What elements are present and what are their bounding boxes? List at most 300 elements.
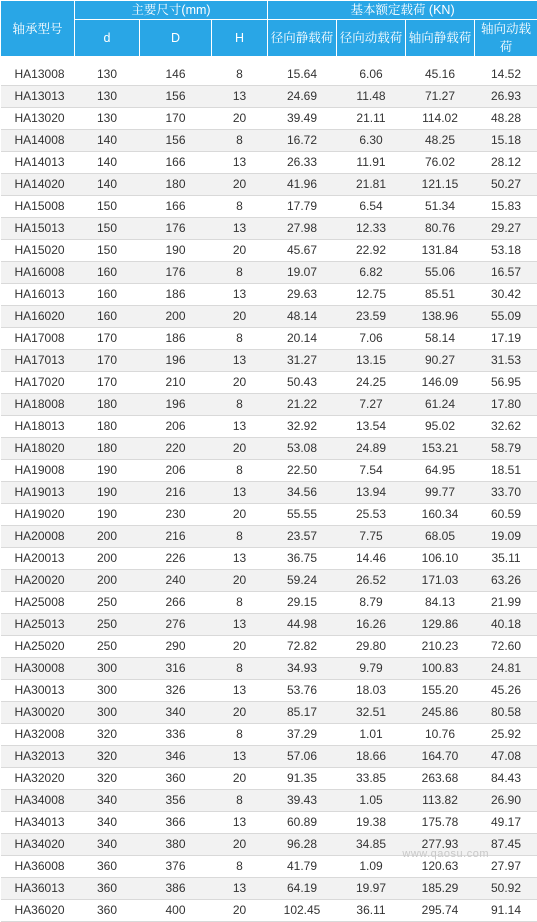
cell-D: 226 — [140, 548, 212, 570]
cell-axial-static: 153.21 — [406, 438, 475, 460]
table-row — [1, 218, 537, 240]
cell-D: 380 — [140, 834, 212, 856]
cell-model: HA19013 — [1, 482, 75, 504]
cell-D: 360 — [140, 768, 212, 790]
cell-H: 20 — [212, 306, 268, 328]
table-row — [1, 878, 537, 900]
cell-radial-static: 24.69 — [268, 86, 337, 108]
cell-H: 20 — [212, 900, 268, 922]
cell-axial-dynamic: 72.60 — [475, 636, 537, 658]
cell-model: HA18008 — [1, 394, 75, 416]
table-row — [1, 262, 537, 284]
cell-d: 190 — [75, 460, 140, 482]
cell-axial-dynamic: 29.27 — [475, 218, 537, 240]
cell-d: 320 — [75, 746, 140, 768]
cell-radial-static: 102.45 — [268, 900, 337, 922]
cell-radial-static: 44.98 — [268, 614, 337, 636]
cell-model: HA20013 — [1, 548, 75, 570]
cell-d: 140 — [75, 130, 140, 152]
cell-d: 180 — [75, 394, 140, 416]
cell-d: 190 — [75, 482, 140, 504]
cell-axial-dynamic: 56.95 — [475, 372, 537, 394]
cell-H: 13 — [212, 878, 268, 900]
cell-model: HA25008 — [1, 592, 75, 614]
cell-radial-static: 60.89 — [268, 812, 337, 834]
cell-d: 360 — [75, 900, 140, 922]
cell-radial-dynamic: 36.11 — [337, 900, 406, 922]
cell-D: 276 — [140, 614, 212, 636]
cell-H: 8 — [212, 130, 268, 152]
cell-radial-static: 85.17 — [268, 702, 337, 724]
table-row — [1, 526, 537, 548]
cell-H: 20 — [212, 834, 268, 856]
cell-H: 13 — [212, 812, 268, 834]
cell-axial-static: 245.86 — [406, 702, 475, 724]
cell-axial-static: 61.24 — [406, 394, 475, 416]
cell-axial-dynamic: 19.09 — [475, 526, 537, 548]
table-row — [1, 570, 537, 592]
cell-axial-dynamic: 80.58 — [475, 702, 537, 724]
cell-d: 320 — [75, 724, 140, 746]
table-row — [1, 900, 537, 922]
cell-D: 156 — [140, 86, 212, 108]
cell-model: HA32013 — [1, 746, 75, 768]
cell-radial-dynamic: 22.92 — [337, 240, 406, 262]
cell-radial-static: 22.50 — [268, 460, 337, 482]
cell-d: 130 — [75, 64, 140, 86]
cell-H: 8 — [212, 526, 268, 548]
cell-d: 250 — [75, 636, 140, 658]
table-row — [1, 746, 537, 768]
cell-D: 346 — [140, 746, 212, 768]
cell-d: 190 — [75, 504, 140, 526]
cell-radial-static: 36.75 — [268, 548, 337, 570]
cell-d: 140 — [75, 152, 140, 174]
cell-D: 170 — [140, 108, 212, 130]
header-D: D — [140, 20, 212, 57]
table-row — [1, 328, 537, 350]
cell-H: 8 — [212, 196, 268, 218]
cell-radial-static: 41.96 — [268, 174, 337, 196]
cell-H: 8 — [212, 460, 268, 482]
cell-axial-static: 90.27 — [406, 350, 475, 372]
cell-H: 20 — [212, 372, 268, 394]
cell-radial-dynamic: 19.97 — [337, 878, 406, 900]
cell-d: 300 — [75, 680, 140, 702]
cell-d: 130 — [75, 86, 140, 108]
cell-axial-dynamic: 25.92 — [475, 724, 537, 746]
table-row — [1, 702, 537, 724]
cell-H: 20 — [212, 570, 268, 592]
cell-radial-static: 29.15 — [268, 592, 337, 614]
cell-model: HA32020 — [1, 768, 75, 790]
cell-axial-static: 120.63 — [406, 856, 475, 878]
cell-radial-static: 64.19 — [268, 878, 337, 900]
table-row — [1, 482, 537, 504]
cell-axial-static: 48.25 — [406, 130, 475, 152]
cell-D: 266 — [140, 592, 212, 614]
cell-model: HA36008 — [1, 856, 75, 878]
table-row — [1, 504, 537, 526]
cell-d: 340 — [75, 812, 140, 834]
cell-axial-dynamic: 17.19 — [475, 328, 537, 350]
cell-axial-static: 146.09 — [406, 372, 475, 394]
cell-H: 20 — [212, 636, 268, 658]
cell-radial-static: 72.82 — [268, 636, 337, 658]
cell-radial-dynamic: 24.89 — [337, 438, 406, 460]
cell-model: HA14008 — [1, 130, 75, 152]
table-row — [1, 680, 537, 702]
cell-H: 13 — [212, 86, 268, 108]
cell-d: 160 — [75, 284, 140, 306]
cell-radial-static: 31.27 — [268, 350, 337, 372]
cell-axial-dynamic: 87.45 — [475, 834, 537, 856]
cell-axial-dynamic: 40.18 — [475, 614, 537, 636]
cell-axial-dynamic: 58.79 — [475, 438, 537, 460]
cell-H: 13 — [212, 482, 268, 504]
cell-axial-dynamic: 21.99 — [475, 592, 537, 614]
cell-axial-dynamic: 84.43 — [475, 768, 537, 790]
cell-H: 20 — [212, 240, 268, 262]
cell-radial-dynamic: 32.51 — [337, 702, 406, 724]
cell-model: HA17020 — [1, 372, 75, 394]
cell-D: 336 — [140, 724, 212, 746]
cell-D: 210 — [140, 372, 212, 394]
cell-radial-dynamic: 11.48 — [337, 86, 406, 108]
cell-axial-dynamic: 15.18 — [475, 130, 537, 152]
cell-model: HA16013 — [1, 284, 75, 306]
cell-radial-dynamic: 11.91 — [337, 152, 406, 174]
cell-radial-dynamic: 25.53 — [337, 504, 406, 526]
cell-axial-static: 10.76 — [406, 724, 475, 746]
cell-H: 13 — [212, 614, 268, 636]
cell-D: 240 — [140, 570, 212, 592]
cell-axial-dynamic: 26.93 — [475, 86, 537, 108]
cell-model: HA15020 — [1, 240, 75, 262]
cell-model: HA25013 — [1, 614, 75, 636]
cell-model: HA16008 — [1, 262, 75, 284]
cell-D: 290 — [140, 636, 212, 658]
cell-axial-dynamic: 14.52 — [475, 64, 537, 86]
cell-radial-dynamic: 24.25 — [337, 372, 406, 394]
header-axial-static: 轴向静载荷 — [406, 20, 475, 57]
cell-d: 250 — [75, 592, 140, 614]
cell-H: 13 — [212, 416, 268, 438]
cell-axial-static: 58.14 — [406, 328, 475, 350]
cell-D: 196 — [140, 350, 212, 372]
cell-axial-dynamic: 18.51 — [475, 460, 537, 482]
cell-D: 200 — [140, 306, 212, 328]
cell-D: 400 — [140, 900, 212, 922]
cell-radial-static: 37.29 — [268, 724, 337, 746]
cell-radial-static: 34.93 — [268, 658, 337, 680]
cell-d: 170 — [75, 372, 140, 394]
cell-radial-dynamic: 1.09 — [337, 856, 406, 878]
cell-d: 150 — [75, 196, 140, 218]
cell-radial-static: 45.67 — [268, 240, 337, 262]
table-row — [1, 438, 537, 460]
cell-axial-static: 55.06 — [406, 262, 475, 284]
cell-radial-static: 17.79 — [268, 196, 337, 218]
cell-radial-dynamic: 14.46 — [337, 548, 406, 570]
cell-radial-dynamic: 8.79 — [337, 592, 406, 614]
cell-axial-dynamic: 30.42 — [475, 284, 537, 306]
cell-d: 160 — [75, 262, 140, 284]
cell-radial-static: 16.72 — [268, 130, 337, 152]
cell-axial-dynamic: 48.28 — [475, 108, 537, 130]
cell-D: 176 — [140, 218, 212, 240]
cell-D: 230 — [140, 504, 212, 526]
cell-d: 150 — [75, 240, 140, 262]
cell-model: HA30008 — [1, 658, 75, 680]
cell-radial-dynamic: 7.27 — [337, 394, 406, 416]
cell-axial-dynamic: 32.62 — [475, 416, 537, 438]
cell-d: 160 — [75, 306, 140, 328]
cell-D: 166 — [140, 152, 212, 174]
cell-axial-dynamic: 15.83 — [475, 196, 537, 218]
cell-radial-static: 20.14 — [268, 328, 337, 350]
cell-axial-static: 114.02 — [406, 108, 475, 130]
cell-H: 20 — [212, 174, 268, 196]
cell-radial-dynamic: 6.54 — [337, 196, 406, 218]
cell-radial-dynamic: 29.80 — [337, 636, 406, 658]
cell-d: 340 — [75, 790, 140, 812]
cell-model: HA13020 — [1, 108, 75, 130]
cell-H: 8 — [212, 328, 268, 350]
cell-axial-dynamic: 28.12 — [475, 152, 537, 174]
cell-model: HA34008 — [1, 790, 75, 812]
cell-D: 146 — [140, 64, 212, 86]
cell-axial-dynamic: 50.27 — [475, 174, 537, 196]
cell-d: 170 — [75, 328, 140, 350]
cell-model: HA17013 — [1, 350, 75, 372]
cell-radial-static: 32.92 — [268, 416, 337, 438]
cell-d: 320 — [75, 768, 140, 790]
table-row — [1, 240, 537, 262]
table-row — [1, 350, 537, 372]
cell-radial-static: 59.24 — [268, 570, 337, 592]
table-row — [1, 174, 537, 196]
cell-model: HA14020 — [1, 174, 75, 196]
table-row — [1, 548, 537, 570]
cell-H: 13 — [212, 218, 268, 240]
cell-radial-static: 41.79 — [268, 856, 337, 878]
table-row — [1, 284, 537, 306]
cell-d: 300 — [75, 702, 140, 724]
cell-radial-dynamic: 18.03 — [337, 680, 406, 702]
cell-axial-dynamic: 31.53 — [475, 350, 537, 372]
cell-model: HA36013 — [1, 878, 75, 900]
cell-d: 200 — [75, 548, 140, 570]
cell-model: HA13013 — [1, 86, 75, 108]
table-row — [1, 306, 537, 328]
cell-radial-static: 55.55 — [268, 504, 337, 526]
cell-axial-dynamic: 55.09 — [475, 306, 537, 328]
cell-axial-static: 155.20 — [406, 680, 475, 702]
cell-radial-static: 50.43 — [268, 372, 337, 394]
header-axial-dynamic: 轴向动载荷 — [475, 20, 537, 57]
header-load-group: 基本额定载荷 (KN) — [268, 1, 537, 20]
cell-H: 8 — [212, 592, 268, 614]
cell-H: 20 — [212, 768, 268, 790]
cell-H: 8 — [212, 724, 268, 746]
cell-D: 166 — [140, 196, 212, 218]
cell-radial-static: 39.49 — [268, 108, 337, 130]
cell-radial-static: 19.07 — [268, 262, 337, 284]
cell-H: 8 — [212, 262, 268, 284]
cell-radial-dynamic: 7.54 — [337, 460, 406, 482]
cell-axial-static: 45.16 — [406, 64, 475, 86]
cell-axial-static: 129.86 — [406, 614, 475, 636]
cell-d: 170 — [75, 350, 140, 372]
cell-axial-dynamic: 45.26 — [475, 680, 537, 702]
cell-d: 360 — [75, 878, 140, 900]
header-radial-static: 径向静载荷 — [268, 20, 337, 57]
cell-radial-static: 21.22 — [268, 394, 337, 416]
cell-axial-static: 85.51 — [406, 284, 475, 306]
cell-H: 8 — [212, 394, 268, 416]
cell-H: 13 — [212, 746, 268, 768]
cell-axial-static: 121.15 — [406, 174, 475, 196]
cell-D: 186 — [140, 328, 212, 350]
cell-model: HA16020 — [1, 306, 75, 328]
cell-radial-dynamic: 12.75 — [337, 284, 406, 306]
cell-axial-static: 131.84 — [406, 240, 475, 262]
cell-model: HA14013 — [1, 152, 75, 174]
cell-model: HA15013 — [1, 218, 75, 240]
cell-d: 130 — [75, 108, 140, 130]
cell-radial-dynamic: 7.06 — [337, 328, 406, 350]
cell-H: 20 — [212, 504, 268, 526]
cell-radial-static: 48.14 — [268, 306, 337, 328]
cell-radial-static: 91.35 — [268, 768, 337, 790]
cell-model: HA34013 — [1, 812, 75, 834]
cell-radial-static: 53.76 — [268, 680, 337, 702]
cell-H: 20 — [212, 108, 268, 130]
cell-axial-static: 185.29 — [406, 878, 475, 900]
header-model: 轴承型号 — [1, 1, 75, 57]
cell-axial-static: 277.93 — [406, 834, 475, 856]
cell-axial-dynamic: 63.26 — [475, 570, 537, 592]
cell-radial-dynamic: 16.26 — [337, 614, 406, 636]
cell-radial-dynamic: 23.59 — [337, 306, 406, 328]
cell-D: 386 — [140, 878, 212, 900]
cell-radial-static: 57.06 — [268, 746, 337, 768]
cell-model: HA25020 — [1, 636, 75, 658]
cell-axial-dynamic: 16.57 — [475, 262, 537, 284]
cell-model: HA18013 — [1, 416, 75, 438]
cell-radial-dynamic: 21.11 — [337, 108, 406, 130]
cell-radial-dynamic: 26.52 — [337, 570, 406, 592]
cell-model: HA19020 — [1, 504, 75, 526]
cell-D: 190 — [140, 240, 212, 262]
cell-radial-dynamic: 33.85 — [337, 768, 406, 790]
table-row — [1, 196, 537, 218]
cell-D: 216 — [140, 526, 212, 548]
cell-H: 13 — [212, 548, 268, 570]
cell-D: 186 — [140, 284, 212, 306]
cell-axial-static: 263.68 — [406, 768, 475, 790]
cell-radial-dynamic: 13.94 — [337, 482, 406, 504]
cell-axial-static: 71.27 — [406, 86, 475, 108]
cell-axial-dynamic: 53.18 — [475, 240, 537, 262]
cell-axial-static: 295.74 — [406, 900, 475, 922]
table-header — [1, 1, 537, 57]
cell-model: HA17008 — [1, 328, 75, 350]
header-radial-dynamic: 径向动载荷 — [337, 20, 406, 57]
table-row — [1, 768, 537, 790]
cell-radial-dynamic: 18.66 — [337, 746, 406, 768]
cell-radial-static: 26.33 — [268, 152, 337, 174]
table-row — [1, 86, 537, 108]
cell-radial-dynamic: 1.05 — [337, 790, 406, 812]
cell-radial-dynamic: 6.82 — [337, 262, 406, 284]
cell-D: 206 — [140, 460, 212, 482]
cell-H: 13 — [212, 152, 268, 174]
cell-D: 180 — [140, 174, 212, 196]
cell-model: HA13008 — [1, 64, 75, 86]
cell-axial-dynamic: 47.08 — [475, 746, 537, 768]
cell-d: 360 — [75, 856, 140, 878]
cell-H: 20 — [212, 702, 268, 724]
cell-axial-static: 64.95 — [406, 460, 475, 482]
cell-d: 150 — [75, 218, 140, 240]
cell-axial-dynamic: 60.59 — [475, 504, 537, 526]
table-row — [1, 130, 537, 152]
cell-radial-static: 96.28 — [268, 834, 337, 856]
cell-radial-dynamic: 6.30 — [337, 130, 406, 152]
header-d: d — [75, 20, 140, 57]
cell-radial-dynamic: 6.06 — [337, 64, 406, 86]
cell-axial-static: 80.76 — [406, 218, 475, 240]
cell-radial-dynamic: 7.75 — [337, 526, 406, 548]
cell-axial-static: 95.02 — [406, 416, 475, 438]
cell-radial-dynamic: 13.15 — [337, 350, 406, 372]
cell-H: 8 — [212, 790, 268, 812]
cell-H: 8 — [212, 856, 268, 878]
cell-axial-static: 160.34 — [406, 504, 475, 526]
cell-radial-dynamic: 12.33 — [337, 218, 406, 240]
cell-d: 140 — [75, 174, 140, 196]
cell-H: 13 — [212, 350, 268, 372]
cell-axial-dynamic: 33.70 — [475, 482, 537, 504]
cell-axial-static: 51.34 — [406, 196, 475, 218]
table-row — [1, 394, 537, 416]
cell-radial-static: 34.56 — [268, 482, 337, 504]
cell-D: 356 — [140, 790, 212, 812]
cell-d: 200 — [75, 570, 140, 592]
table-row — [1, 372, 537, 394]
table-row — [1, 460, 537, 482]
cell-d: 180 — [75, 416, 140, 438]
cell-axial-static: 138.96 — [406, 306, 475, 328]
cell-radial-dynamic: 34.85 — [337, 834, 406, 856]
cell-H: 13 — [212, 284, 268, 306]
cell-D: 366 — [140, 812, 212, 834]
cell-axial-static: 76.02 — [406, 152, 475, 174]
cell-H: 8 — [212, 658, 268, 680]
cell-axial-dynamic: 17.80 — [475, 394, 537, 416]
cell-axial-dynamic: 26.90 — [475, 790, 537, 812]
cell-axial-dynamic: 35.11 — [475, 548, 537, 570]
cell-H: 13 — [212, 680, 268, 702]
cell-model: HA32008 — [1, 724, 75, 746]
cell-axial-static: 171.03 — [406, 570, 475, 592]
table-row — [1, 416, 537, 438]
cell-axial-static: 100.83 — [406, 658, 475, 680]
table-row — [1, 812, 537, 834]
cell-d: 340 — [75, 834, 140, 856]
